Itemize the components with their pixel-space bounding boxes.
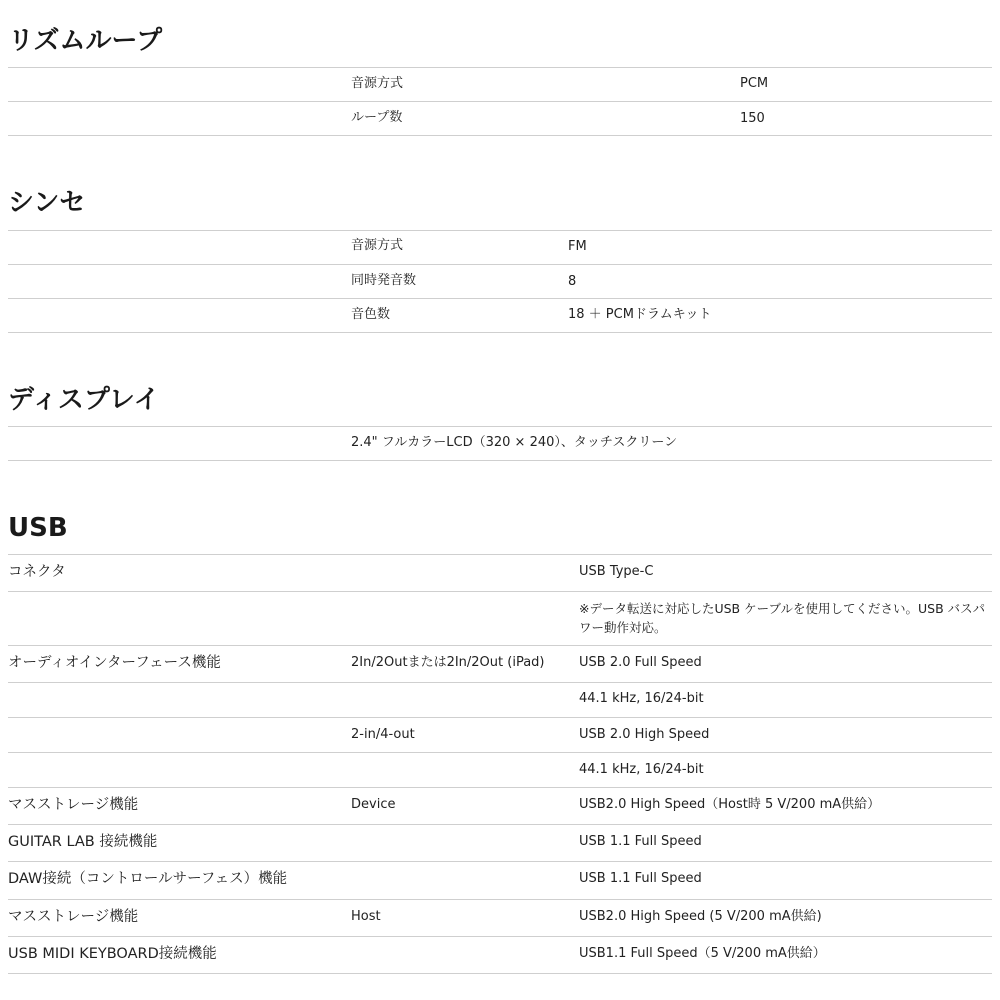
spec-label: 音源方式	[351, 76, 404, 91]
mode-label: Host	[351, 909, 381, 924]
feature-label: GUITAR LAB 接続機能	[8, 834, 158, 850]
table-row	[8, 646, 992, 683]
table-row	[8, 265, 992, 299]
feature-label: オーディオインターフェース機能	[8, 655, 221, 671]
feature-label: コネクタ	[8, 564, 66, 580]
table-row	[8, 862, 992, 900]
spec-value: USB Type-C	[579, 564, 654, 579]
spec-label: 音色数	[351, 307, 391, 322]
spec-value: USB2.0 High Speed (5 V/200 mA供給)	[579, 909, 822, 924]
mode-label: 2In/2Outまたは2In/2Out (iPad)	[351, 655, 545, 670]
spec-label: 音源方式	[351, 238, 404, 253]
spec-value: USB2.0 High Speed（Host時 5 V/200 mA供給）	[579, 797, 881, 812]
spec-value: 44.1 kHz, 16/24-bit	[579, 762, 704, 777]
section-title: ディスプレイ	[8, 385, 160, 415]
spec-value: USB 1.1 Full Speed	[579, 871, 702, 886]
spec-value: 44.1 kHz, 16/24-bit	[579, 691, 704, 706]
table-row	[8, 683, 992, 718]
spec-table	[8, 67, 992, 136]
spec-value: USB 1.1 Full Speed	[579, 834, 702, 849]
spec-value: USB1.1 Full Speed（5 V/200 mA供給）	[579, 946, 826, 961]
table-row	[8, 299, 992, 333]
spec-value: 8	[568, 274, 577, 289]
feature-label: DAW接続（コントロールサーフェス）機能	[8, 871, 288, 887]
spec-value: 150	[740, 111, 765, 126]
table-row	[8, 937, 992, 974]
table-row	[8, 788, 992, 825]
spec-note: ※データ転送に対応したUSB ケーブルを使用してください。USB バスパワー動作対応。	[579, 601, 986, 635]
table-row	[8, 231, 992, 265]
section-title: リズムループ	[8, 26, 163, 56]
feature-label: USB MIDI KEYBOARD接続機能	[8, 946, 217, 962]
spec-value: 2.4" フルカラーLCD（320 × 240）、タッチスクリーン	[351, 435, 678, 450]
feature-label: マスストレージ機能	[8, 797, 139, 813]
spec-table	[8, 554, 992, 974]
section-title: USB	[8, 513, 68, 543]
table-row	[8, 555, 992, 592]
table-row	[8, 427, 992, 461]
spec-table	[8, 230, 992, 333]
mode-label: Device	[351, 797, 396, 812]
spec-label: ループ数	[351, 110, 403, 125]
spec-value: USB 2.0 Full Speed	[579, 655, 702, 670]
mode-label: 2-in/4-out	[351, 727, 415, 742]
section-title: シンセ	[8, 188, 86, 218]
spec-value: PCM	[740, 76, 769, 91]
spec-label: 同時発音数	[351, 273, 417, 288]
spec-value: USB 2.0 High Speed	[579, 727, 710, 742]
table-row	[8, 718, 992, 753]
table-row	[8, 592, 992, 646]
spec-value: FM	[568, 239, 587, 254]
table-row	[8, 900, 992, 937]
table-row	[8, 102, 992, 136]
spec-value: 18 ＋ PCMドラムキット	[568, 307, 712, 322]
table-row	[8, 753, 992, 788]
spec-table	[8, 426, 992, 461]
table-row	[8, 825, 992, 862]
table-row	[8, 68, 992, 102]
feature-label: マスストレージ機能	[8, 909, 139, 925]
